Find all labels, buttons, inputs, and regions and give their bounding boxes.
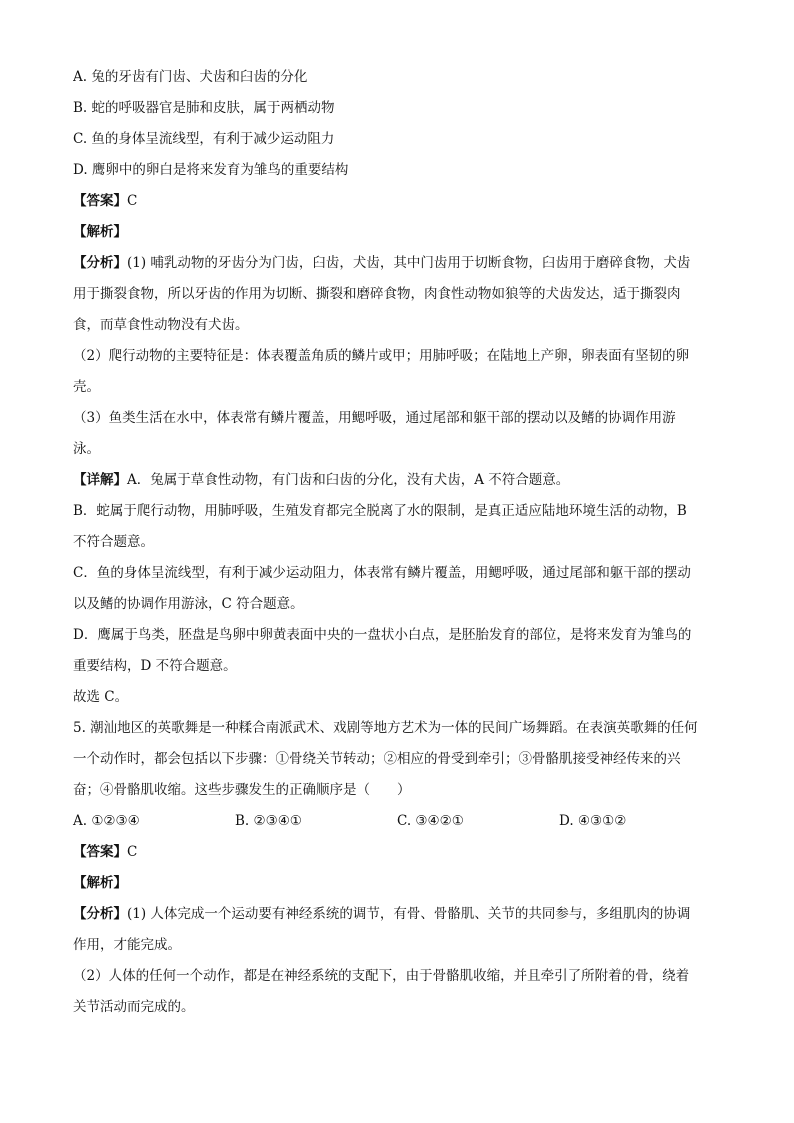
document-page — [73, 62, 723, 1023]
q4-option-c: C. 鱼的身体呈流线型，有利于减少运动阻力 — [73, 131, 335, 147]
q5-fenxi-text-1: (1) 人体完成一个运动要有神经系统的调节，有骨、骨骼肌、关节的共同参与，多组肌肉的协调 — [127, 906, 691, 922]
q5-answer — [73, 837, 723, 868]
q4-answer-label: 【答案】 — [73, 193, 127, 209]
q4-xiangjie-text-1: A．兔属于草食性动物，有门齿和臼齿的分化，没有犬齿，A 不符合题意。 — [127, 472, 570, 488]
q5-option-c: C. ③④②① — [397, 813, 464, 829]
q4-fenxi-text-1: (1) 哺乳动物的牙齿分为门齿，臼齿，犬齿，其中门齿用于切断食物，臼齿用于磨碎食物，犬齿 — [127, 255, 691, 271]
q4-analysis-label: 【解析】 — [73, 224, 127, 240]
q4-fenxi-line-1 — [73, 248, 723, 279]
q4-xiangjie-line-2: B．蛇属于爬行动物，用肺呼吸，生殖发育都完全脱离了水的限制，是真正适应陆地环境生活的动物，B — [73, 503, 687, 519]
q4-xiangjie-line-7: 重要结构，D 不符合题意。 — [73, 658, 237, 674]
q5-fenxi-line-2: 作用，才能完成。 — [73, 937, 181, 953]
q5-analysis-label: 【解析】 — [73, 875, 127, 891]
q4-fenxi-line-6: （3）鱼类生活在水中，体表常有鳞片覆盖，用鳃呼吸，通过尾部和躯干部的摆动以及鳍的协调作用游 — [73, 410, 676, 426]
q5-stem-line-1: 5. 潮汕地区的英歌舞是一种糅合南派武术、戏剧等地方艺术为一体的民间广场舞蹈。在表演英歌舞的任何 — [73, 720, 698, 736]
q4-fenxi-line-4: （2）爬行动物的主要特征是：体表覆盖角质的鳞片或甲；用肺呼吸；在陆地上产卵，卵表面有坚韧的卵 — [73, 348, 690, 364]
q5-option-d: D. ④③①② — [559, 813, 627, 829]
q5-option-b: B. ②③④① — [235, 813, 302, 829]
q5-fenxi-line-1 — [73, 899, 723, 930]
q4-answer — [73, 186, 723, 217]
q5-answer-label: 【答案】 — [73, 844, 127, 860]
q4-xiangjie-label: 【详解】 — [73, 472, 127, 488]
q5-fenxi-label: 【分析】 — [73, 906, 127, 922]
q4-answer-value: C — [127, 193, 138, 209]
q5-stem-line-3: 奋；④骨骼肌收缩。这些步骤发生的正确顺序是（ ） — [73, 782, 411, 798]
q4-fenxi-line-7: 泳。 — [73, 441, 100, 457]
q4-analysis-heading — [73, 217, 723, 248]
q4-xiangjie-line-6: D．鹰属于鸟类，胚盘是鸟卵中卵黄表面中央的一盘状小白点，是胚胎发育的部位，是将来发育为雏鸟的 — [73, 627, 692, 643]
q4-fenxi-line-3: 食，而草食性动物没有犬齿。 — [73, 317, 249, 333]
q4-option-a: A. 兔的牙齿有门齿、犬齿和臼齿的分化 — [73, 69, 308, 85]
q4-option-d: D. 鹰卵中的卵白是将来发育为雏鸟的重要结构 — [73, 162, 349, 178]
q4-xiangjie-line-5: 以及鳍的协调作用游泳，C 符合题意。 — [73, 596, 304, 612]
q5-fenxi-line-3: （2）人体的任何一个动作，都是在神经系统的支配下，由于骨骼肌收缩，并且牵引了所附着的骨，绕着 — [73, 968, 690, 984]
q4-conclusion: 故选 C。 — [73, 689, 129, 705]
q5-option-a: A. ①②③④ — [73, 813, 140, 829]
q4-xiangjie-line-4: C．鱼的身体呈流线型，有利于减少运动阻力，体表常有鳞片覆盖，用鳃呼吸，通过尾部和躯干部的摆动 — [73, 565, 691, 581]
q4-option-b: B. 蛇的呼吸器官是肺和皮肤，属于两栖动物 — [73, 100, 335, 116]
q4-fenxi-line-2: 用于撕裂食物，所以牙齿的作用为切断、撕裂和磨碎食物，肉食性动物如狼等的犬齿发达，适于撕裂肉 — [73, 286, 681, 302]
q5-stem-line-2: 一个动作时，都会包括以下步骤：①骨绕关节转动；②相应的骨受到牵引；③骨骼肌接受神经传来的兴 — [73, 751, 681, 767]
q4-xiangjie-line-3: 不符合题意。 — [73, 534, 154, 550]
q5-options — [73, 806, 723, 837]
q4-fenxi-line-5: 壳。 — [73, 379, 100, 395]
q4-xiangjie-line-1 — [73, 465, 723, 496]
q5-fenxi-line-4: 关节活动而完成的。 — [73, 999, 195, 1015]
q5-answer-value: C — [127, 844, 138, 860]
q5-analysis-heading — [73, 868, 723, 899]
q4-fenxi-label: 【分析】 — [73, 255, 127, 271]
